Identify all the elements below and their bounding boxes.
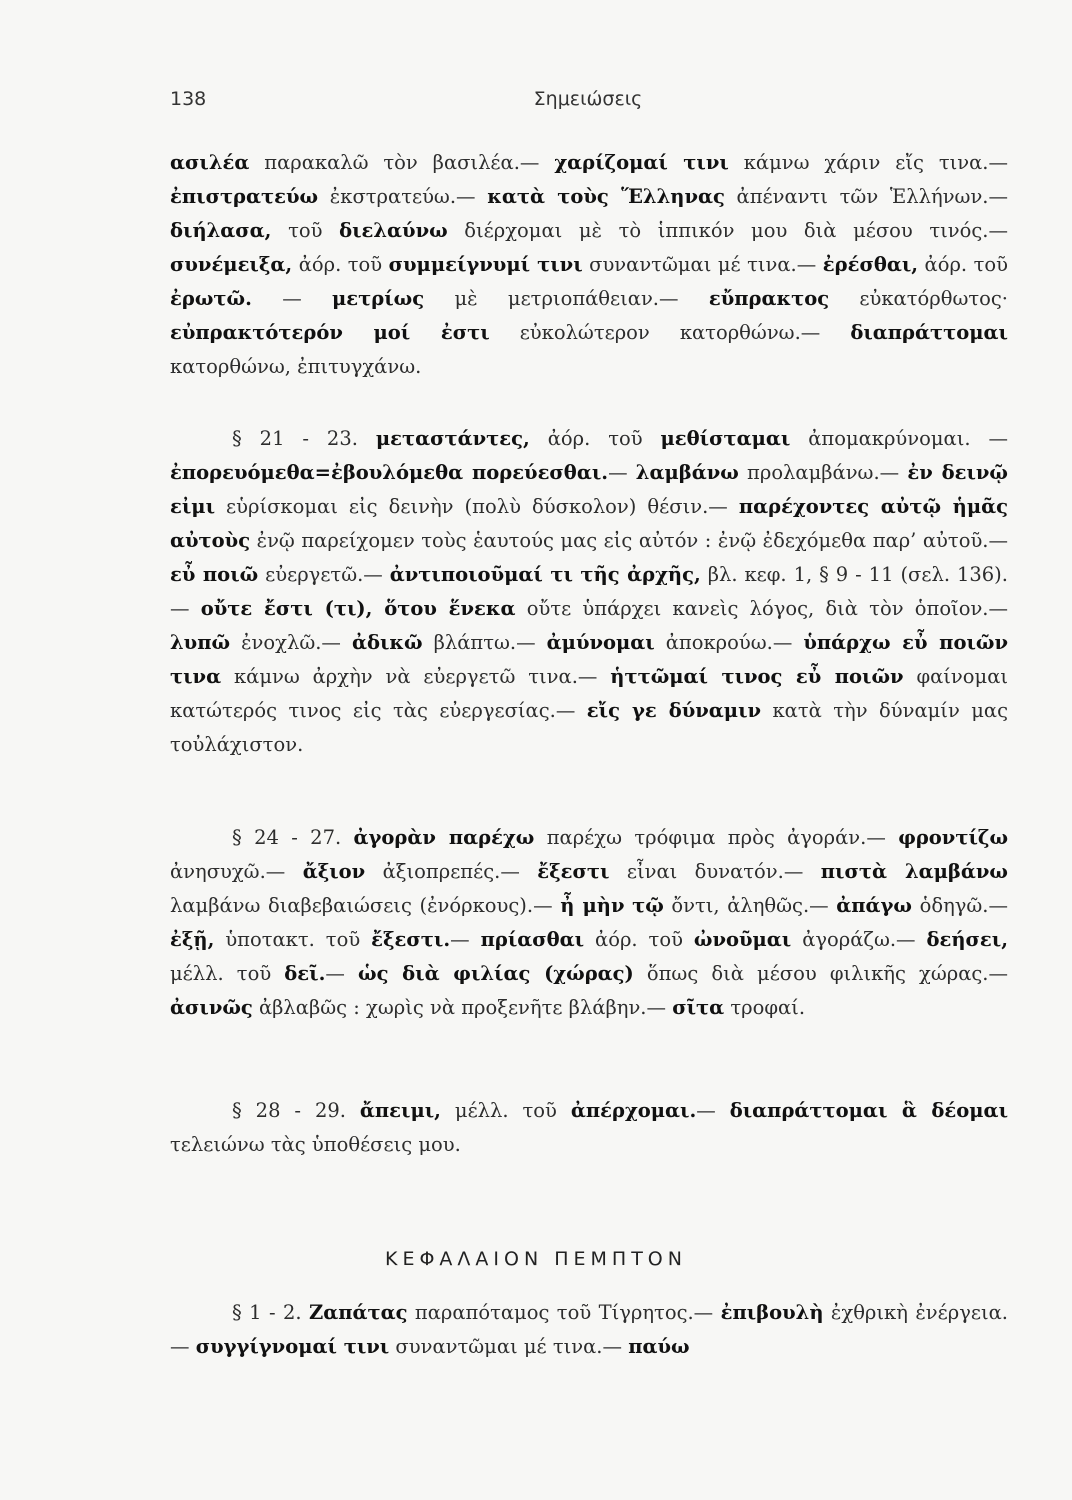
headword: ἐπιβουλὴ: [720, 1301, 824, 1324]
gloss-text: ὅπως διὰ μέσου φιλικῆς χώρας.—: [633, 962, 1008, 985]
headword: μεθίσταμαι: [660, 427, 791, 450]
headword: ἀδικῶ: [351, 631, 423, 654]
headword: ἀντιποιοῦμαί τι τῆς ἀρχῆς,: [389, 563, 701, 586]
headword: ασιλέα: [170, 151, 250, 174]
headword: παρέχοντες αὐτῷ ἡμᾶς αὐτοὺς: [170, 495, 1008, 552]
gloss-text: ἐχθρικὴ ἐνέργεια.—: [170, 1301, 1008, 1358]
headword: ἀπάγω: [836, 894, 912, 917]
headword: διήλασα,: [170, 219, 272, 242]
headword: ἐπορευόμεθα=ἐβουλόμεθα πορεύεσθαι.: [170, 461, 609, 484]
gloss-text: κατὰ τὴν δύναμίν μας τοὐλάχιστον.: [170, 699, 1008, 756]
gloss-text: —: [608, 461, 636, 484]
page-number: 138: [170, 88, 207, 110]
headword: μεταστάντες,: [375, 427, 530, 450]
gloss-text: ὑποτακτ. τοῦ: [214, 928, 372, 951]
gloss-text: τοῦ: [271, 219, 340, 242]
headword: παύω: [628, 1335, 690, 1358]
headword: χαρίζομαί τινι: [554, 151, 729, 174]
gloss-text: § 28 - 29.: [232, 1099, 360, 1122]
headword: διαπράττομαι: [850, 321, 1008, 344]
gloss-text: ἀνησυχῶ.—: [170, 860, 303, 883]
headword: κατὰ τοὺς Ἕλληνας: [487, 185, 725, 208]
gloss-text: ἀξιοπρεπές.—: [365, 860, 538, 883]
gloss-text: λαμβάνω διαβεβαιώσεις (ἐνόρκους).—: [170, 894, 561, 917]
headword: διελαύνω: [339, 219, 448, 242]
headword: ὠνοῦμαι: [693, 928, 792, 951]
gloss-text: παρέχω τρόφιμα πρὸς ἀγοράν.—: [534, 826, 899, 849]
gloss-text: § 1 - 2.: [232, 1301, 309, 1324]
headword: ὑπάρχω εὖ ποιῶν τινα: [170, 631, 1008, 688]
gloss-text: ἀόρ. τοῦ: [584, 928, 694, 951]
headword: ἦ μὴν: [560, 894, 625, 917]
gloss-text: ἐκστρατεύω.—: [318, 185, 488, 208]
chapter-heading: ΚΕΦΑΛΑΙΟΝ ΠΕΜΠΤΟΝ: [385, 1248, 687, 1270]
headword: τῷ: [632, 894, 664, 917]
gloss-text: ὁδηγῶ.—: [912, 894, 1009, 917]
headword: εὐπρακτότερόν μοί ἐστι: [170, 321, 490, 344]
headword: οὔτε ἔστι (τι), ὅτου ἕνεκα: [200, 597, 516, 620]
headword: συγγίγνομαί τινι: [195, 1335, 390, 1358]
gloss-text: § 24 - 27.: [232, 826, 354, 849]
gloss-text: κάμνω ἀρχὴν νὰ εὐεργετῶ τινα.—: [221, 665, 611, 688]
notes-paragraph: [170, 821, 1008, 1025]
notes-paragraph: [170, 422, 1008, 762]
headword: εὖ ποιῶ: [170, 563, 259, 586]
gloss-text: —: [251, 287, 333, 310]
headword: ἐρέσθαι,: [822, 253, 919, 276]
headword: δεήσει,: [926, 928, 1008, 951]
gloss-text: εἶναι δυνατόν.—: [609, 860, 821, 883]
headword: πιστὰ λαμβάνω: [820, 860, 1008, 883]
gloss-text: ἀγοράζω.—: [791, 928, 927, 951]
gloss-text: διέρχομαι μὲ τὸ ἱππικόν μου διὰ μέσου τινός.—: [447, 219, 1009, 242]
gloss-text: οὔτε ὑπάρχει κανεὶς λόγος, διὰ τὸν ὁποῖον.—: [515, 597, 1008, 620]
headword: ἐρωτῶ.: [170, 287, 252, 310]
gloss-text: μέλλ. τοῦ: [170, 962, 285, 985]
gloss-text: εὐεργετῶ.—: [258, 563, 390, 586]
running-title: Σημειώσεις: [533, 88, 643, 110]
notes-paragraph: [170, 1296, 1008, 1364]
gloss-text: μὲ μετριοπάθειαν.—: [424, 287, 709, 310]
gloss-text: κατορθώνω, ἐπιτυγχάνω.: [170, 355, 422, 378]
page-header: [170, 88, 1006, 118]
gloss-text: φαίνομαι κατώτερός τινος εἰς τὰς εὐεργεσίας.—: [170, 665, 1009, 722]
gloss-text: ἀπομακρύνομαι. —: [790, 427, 1008, 450]
headword: λυπῶ: [170, 631, 231, 654]
headword: σῖτα: [672, 996, 725, 1019]
gloss-text: τροφαί.: [724, 996, 806, 1019]
headword: ἡττῶμαί τινος εὖ ποιῶν: [610, 665, 904, 688]
gloss-text: ἀποκρούω.—: [654, 631, 804, 654]
gloss-text: —: [450, 928, 481, 951]
headword: ἐν δεινῷ εἰμι: [170, 461, 1008, 518]
headword: λαμβάνω: [635, 461, 739, 484]
headword: ἐξῇ,: [170, 928, 215, 951]
headword: ἀσινῶς: [170, 996, 253, 1019]
gloss-text: —: [696, 1099, 730, 1122]
headword: ἔξεστι.: [371, 928, 451, 951]
gloss-text: συναντῶμαι μέ τινα.—: [389, 1335, 629, 1358]
headword: ἀπέρχομαι.: [570, 1099, 697, 1122]
headword: εὔπρακτος: [708, 287, 830, 310]
gloss-text: εὐκατόρθωτος·: [829, 287, 1009, 310]
gloss-text: παρακαλῶ τὸν βασιλέα.—: [249, 151, 555, 174]
gloss-text: ἐνῷ παρείχομεν τοὺς ἑαυτούς μας εἰς αὐτόν : ἐνῷ ἐδεχόμεθα παρ’ αὐτοῦ.—: [250, 529, 1008, 552]
gloss-text: ἀόρ. τοῦ: [918, 253, 1008, 276]
gloss-text: [625, 894, 633, 917]
headword: εἴς γε δύναμιν: [586, 699, 762, 722]
headword: δεῖ.: [284, 962, 326, 985]
headword: ἔξεστι: [537, 860, 610, 883]
gloss-text: τελειώνω τὰς ὑποθέσεις μου.: [170, 1133, 461, 1156]
headword: συμμείγνυμί τινι: [388, 253, 583, 276]
headword: διαπράττομαι ἃ δέομαι: [729, 1099, 1009, 1122]
gloss-text: εὑρίσκομαι εἰς δεινὴν (πολὺ δύσκολον) θέσιν.—: [215, 495, 739, 518]
notes-paragraph: [170, 146, 1008, 384]
headword: Ζαπάτας: [308, 1301, 408, 1324]
gloss-text: ἀόρ. τοῦ: [529, 427, 661, 450]
headword: πρίασθαι: [480, 928, 585, 951]
headword: ἄξιον: [302, 860, 366, 883]
gloss-text: μέλλ. τοῦ: [440, 1099, 571, 1122]
gloss-text: κάμνω χάριν εἴς τινα.—: [728, 151, 1008, 174]
gloss-text: ἀβλαβῶς : χωρὶς νὰ προξενῆτε βλάβην.—: [252, 996, 673, 1019]
headword: ἄπειμι,: [359, 1099, 441, 1122]
headword: μετρίως: [332, 287, 425, 310]
notes-paragraph: [170, 1094, 1008, 1162]
headword: ἐπιστρατεύω: [170, 185, 319, 208]
gloss-text: ἐνοχλῶ.—: [230, 631, 352, 654]
gloss-text: εὐκολώτερον κατορθώνω.—: [489, 321, 851, 344]
gloss-text: ἀόρ. τοῦ: [292, 253, 389, 276]
gloss-text: βλάπτω.—: [422, 631, 547, 654]
gloss-text: παραπόταμος τοῦ Τίγρητος.—: [407, 1301, 721, 1324]
headword: φροντίζω: [898, 826, 1009, 849]
gloss-text: —: [325, 962, 359, 985]
gloss-text: βλ. κεφ. 1, § 9 - 11 (σελ. 136).—: [170, 563, 1008, 620]
gloss-text: § 21 - 23.: [232, 427, 376, 450]
gloss-text: προλαμβάνω.—: [738, 461, 908, 484]
gloss-text: ἀπέναντι τῶν Ἑλλήνων.—: [724, 185, 1009, 208]
gloss-text: συναντῶμαι μέ τινα.—: [582, 253, 823, 276]
headword: ἀμύνομαι: [546, 631, 655, 654]
gloss-text: ὄντι, ἀληθῶς.—: [663, 894, 837, 917]
headword: ὡς διὰ φιλίας (χώρας): [358, 962, 634, 985]
headword: ἀγορὰν παρέχω: [353, 826, 535, 849]
headword: συνέμειξα,: [170, 253, 293, 276]
